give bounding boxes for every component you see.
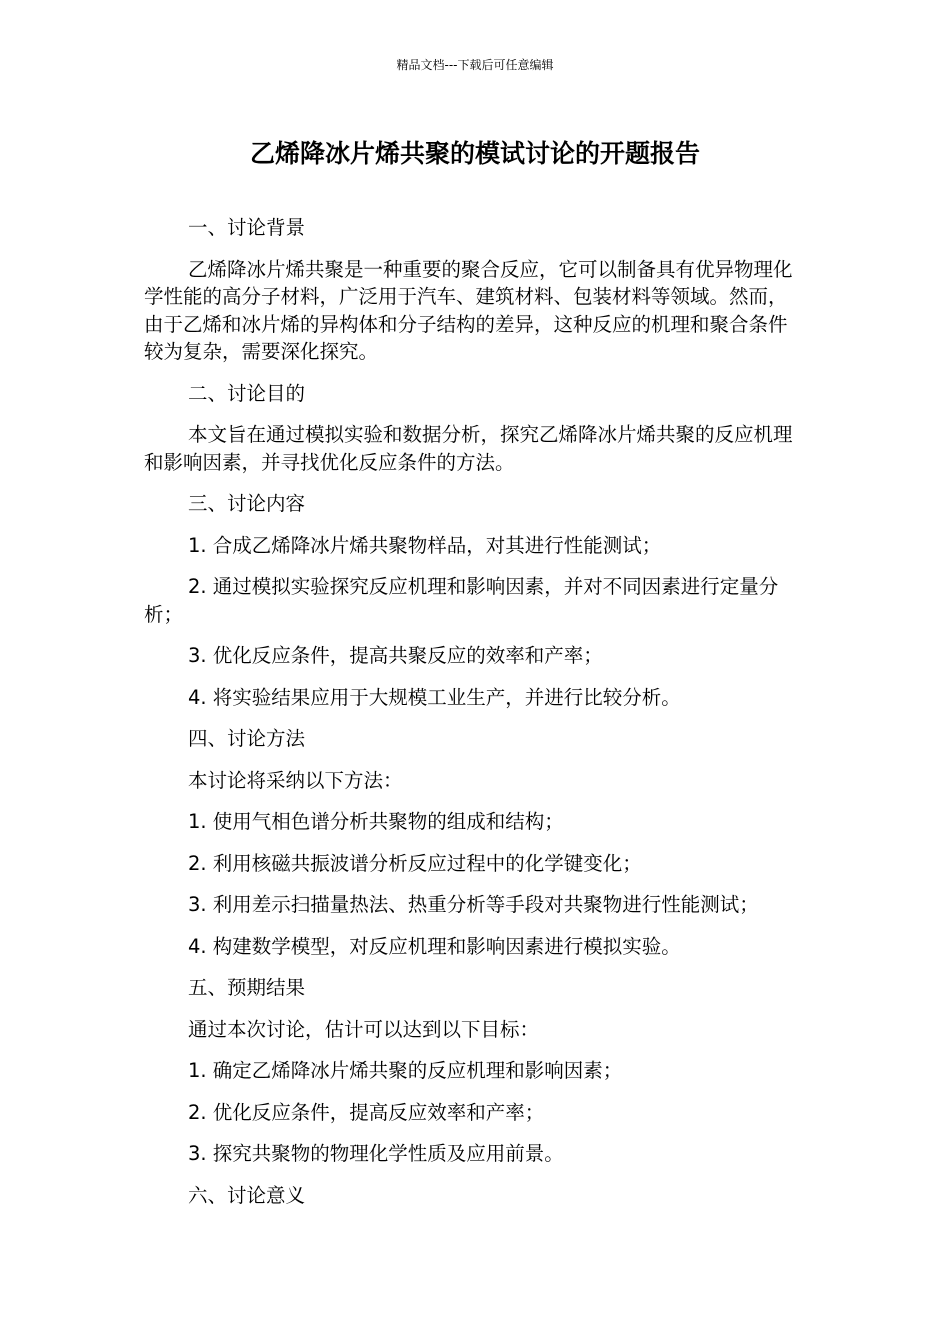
page-header: 精品文档---下载后可任意编辑: [396, 58, 554, 72]
list-item-methods-3: 3. 利用差示扫描量热法、热重分析等手段对共聚物进行性能测试；: [188, 893, 759, 916]
list-item-methods-4: 4. 构建数学模型，对反应机理和影响因素进行模拟实验。: [188, 934, 681, 958]
section-heading-content: 三、讨论内容: [188, 492, 306, 515]
paragraph-methods-intro: 本讨论将采纳以下方法：: [188, 768, 403, 792]
section-heading-significance: 六、讨论意义: [188, 1183, 306, 1207]
list-item-methods-2: 2. 利用核磁共振波谱分析反应过程中的化学键变化；: [188, 851, 642, 875]
paragraph-purpose: 本文旨在通过模拟实验和数据分析，探究乙烯降冰片烯共聚的反应机理和影响因素，并寻找优化反应条件的方法。: [144, 423, 793, 474]
section-heading-purpose: 二、讨论目的: [188, 381, 306, 405]
list-item-content-1: 1. 合成乙烯降冰片烯共聚物样品，对其进行性能测试；: [188, 533, 662, 557]
document-title: 乙烯降冰片烯共聚的模试讨论的开题报告: [249, 139, 700, 168]
section-heading-background: 一、讨论背景: [188, 216, 306, 239]
list-item-results-2: 2. 优化反应条件，提高反应效率和产率；: [188, 1100, 545, 1124]
list-item-methods-1: 1. 使用气相色谱分析共聚物的组成和结构；: [188, 810, 564, 833]
list-item-content-2: 2. 通过模拟实验探究反应机理和影响因素，并对不同因素进行定量分析；: [144, 575, 779, 626]
section-heading-methods: 四、讨论方法: [188, 727, 306, 750]
section-heading-expected-results: 五、预期结果: [188, 976, 306, 999]
list-item-content-4: 4. 将实验结果应用于大规模工业生产，并进行比较分析。: [188, 685, 681, 709]
paragraph-background: 乙烯降冰片烯共聚是一种重要的聚合反应，它可以制备具有优异物理化学性能的高分子材料，广泛用于汽车、建筑材料、包装材料等领域。然而，由于乙烯和冰片烯的异构体和分子结构的差异，这种反应的机理和聚合条件较为复杂，需要深化探究。: [144, 257, 793, 363]
list-item-results-3: 3. 探究共聚物的物理化学性质及应用前景。: [188, 1142, 564, 1165]
document-body: [144, 214, 806, 1223]
list-item-content-3: 3. 优化反应条件，提高共聚反应的效率和产率；: [188, 644, 603, 667]
list-item-results-1: 1. 确定乙烯降冰片烯共聚的反应机理和影响因素；: [188, 1059, 623, 1082]
paragraph-results-intro: 通过本次讨论，估计可以达到以下目标：: [188, 1017, 540, 1041]
